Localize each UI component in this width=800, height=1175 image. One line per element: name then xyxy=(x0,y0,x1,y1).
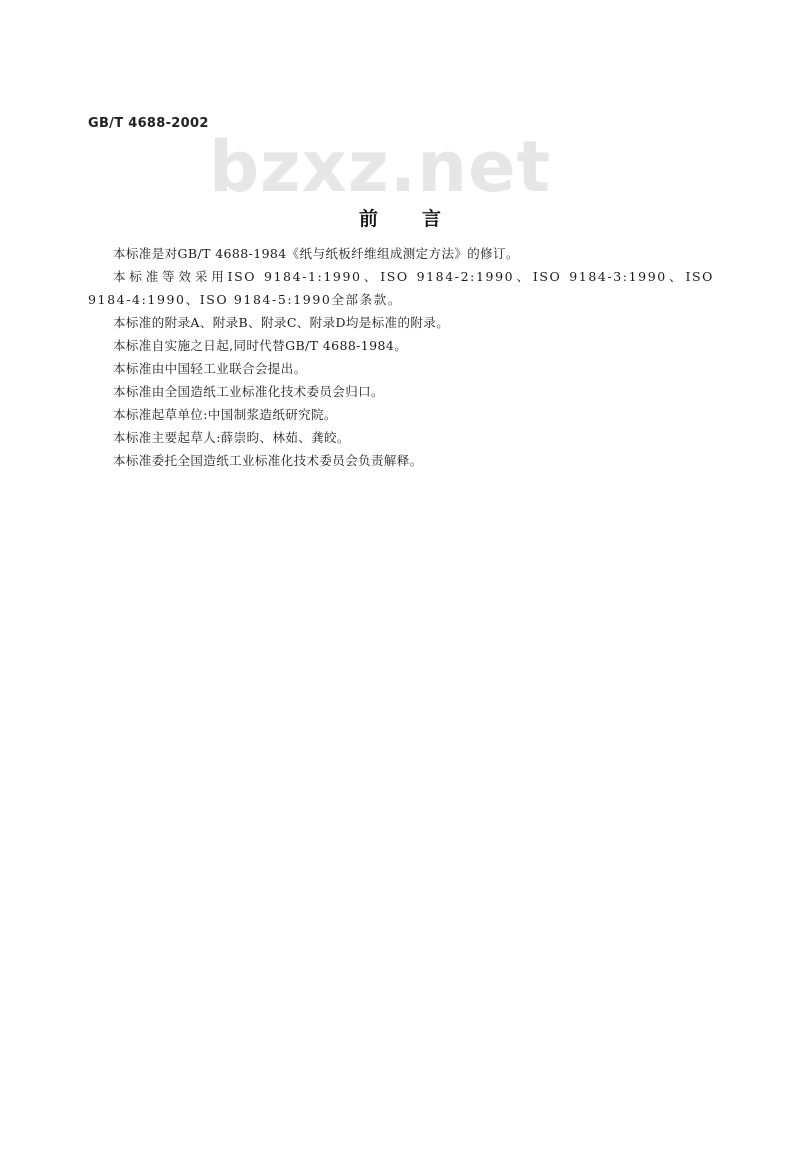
paragraph: 本标准起草单位:中国制浆造纸研究院。 xyxy=(113,407,337,422)
paragraph: 本标准主要起草人:薛崇昀、林茹、龚皎。 xyxy=(113,430,350,445)
paragraph: 本标准等效采用ISO 9184-1:1990、ISO 9184-2:1990、ISO 9184-3:1990、ISO 9184-4:1990、ISO 9184-5:1990全部条款。 xyxy=(88,269,714,307)
paragraph: 本标准由中国轻工业联合会提出。 xyxy=(113,361,307,376)
paragraph: 本标准由全国造纸工业标准化技术委员会归口。 xyxy=(113,384,384,399)
standard-number: GB/T 4688-2002 xyxy=(88,116,209,131)
paragraph: 本标准是对GB/T 4688-1984《纸与纸板纤维组成测定方法》的修订。 xyxy=(113,246,519,261)
watermark: bzxz.net xyxy=(208,126,552,208)
paragraph: 本标准自实施之日起,同时代替GB/T 4688-1984。 xyxy=(113,338,408,353)
page-title: 前言 xyxy=(358,208,485,230)
paragraph: 本标准委托全国造纸工业标准化技术委员会负责解释。 xyxy=(113,453,423,468)
paragraph: 本标准的附录A、附录B、附录C、附录D均是标准的附录。 xyxy=(113,315,450,330)
preface-body xyxy=(88,242,714,472)
